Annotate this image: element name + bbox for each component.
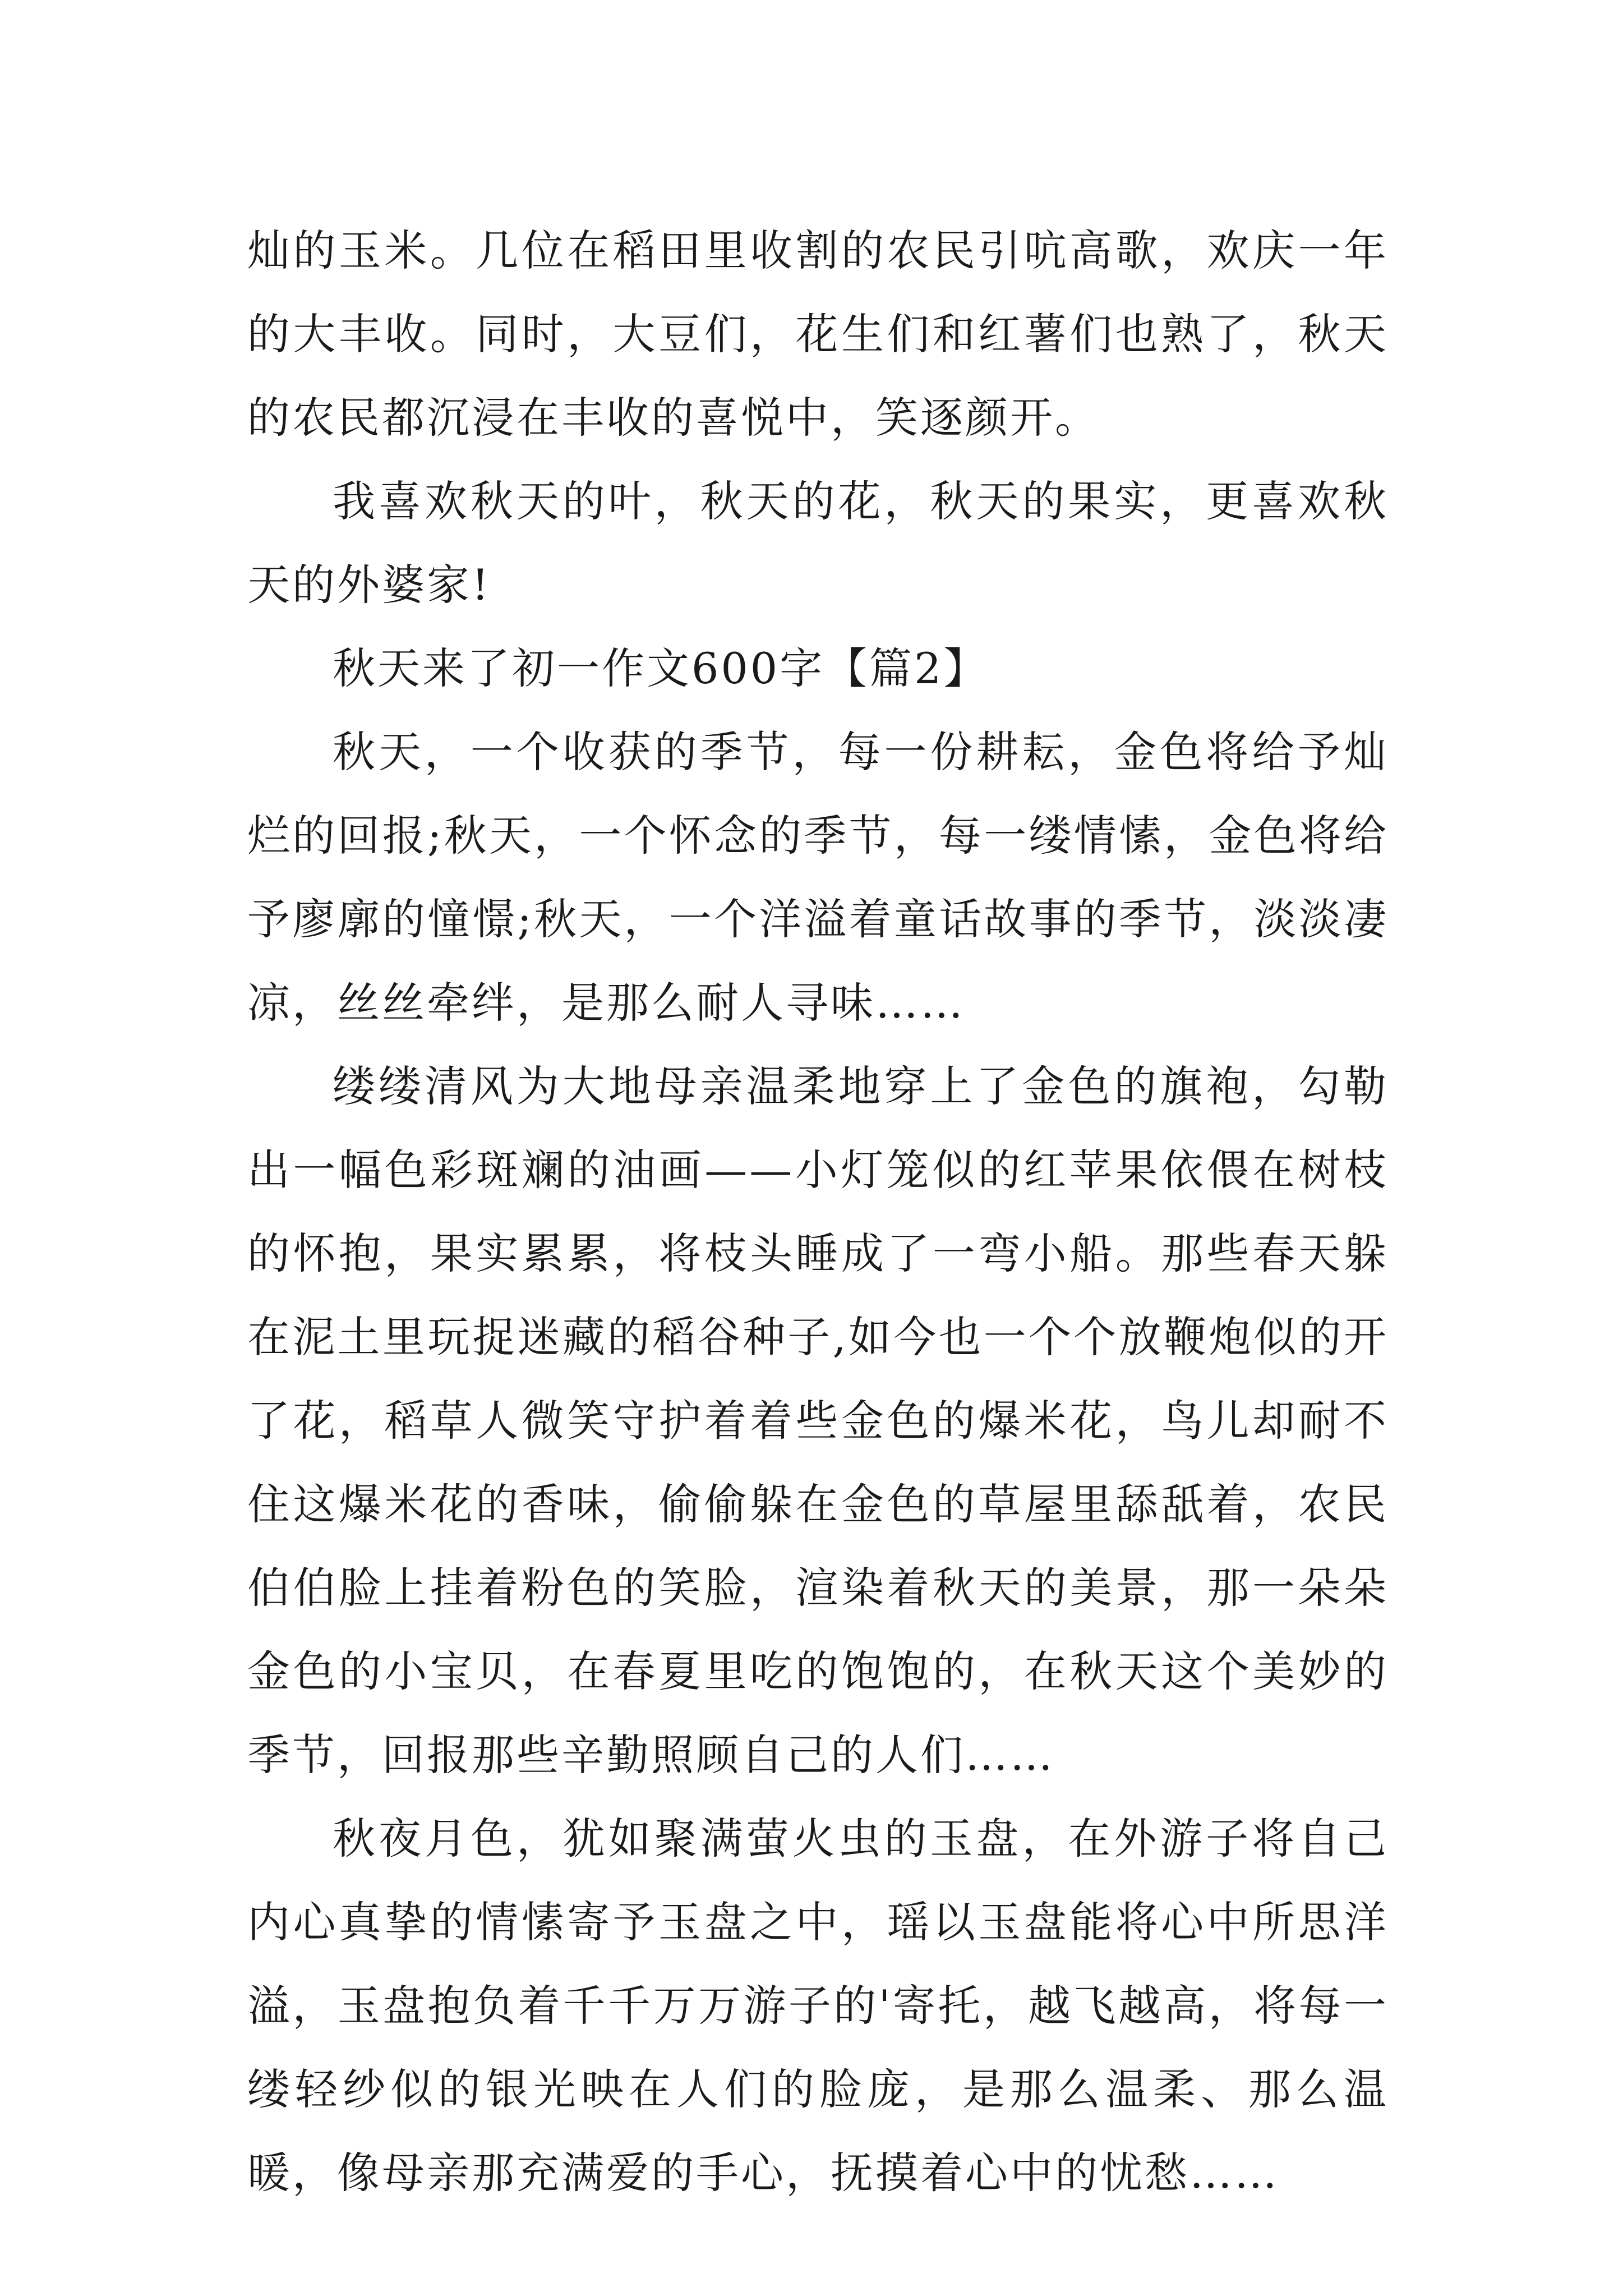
section-heading: 秋天来了初一作文600字【篇2】 [333,643,989,693]
paragraph-intro: 秋天，一个收获的季节，每一份耕耘，金色将给予灿烂的回报;秋天，一个怀念的季节，每一缕情愫，金色将给予廖廓的憧憬;秋天，一个洋溢着童话故事的季节，淡淡凄凉，丝丝牵绊，是那么耐人寻味…… [247,727,1389,1028]
paragraph-moonlight: 秋夜月色，犹如聚满萤火虫的玉盘，在外游子将自己内心真挚的情愫寄予玉盘之中，瑶以玉盘能将心中所思洋溢，玉盘抱负着千千万万游子的'寄托，越飞越高，将每一缕轻纱似的银光映在人们的脸庞，是那么温柔、那么温暖，像母亲那充满爱的手心，抚摸着心中的忧愁…… [247,1814,1389,2198]
paragraph-closing: 我喜欢秋天的叶，秋天的花，秋天的果实，更喜欢秋天的外婆家! [247,476,1389,610]
paragraph-continuation: 灿的玉米。几位在稻田里收割的农民引吭高歌，欢庆一年的大丰收。同时，大豆们，花生们和红薯们也熟了，秋天的农民都沉浸在丰收的喜悦中，笑逐颜开。 [247,226,1389,443]
paragraph-scenery: 缕缕清风为大地母亲温柔地穿上了金色的旗袍，勾勒出一幅色彩斑斓的油画——小灯笼似的红苹果依偎在树枝的怀抱，果实累累，将枝头睡成了一弯小船。那些春天躲在泥土里玩捉迷藏的稻谷种子,如今也一个个放鞭炮似的开了花，稻草人微笑守护着着些金色的爆米花，鸟儿却耐不住这爆米花的香味，偷偷躲在金色的草屋里舔舐着，农民伯伯脸上挂着粉色的笑脸，渲染着秋天的美景，那一朵朵金色的小宝贝，在春夏里吃的饱饱的，在秋天这个美妙的季节，回报那些辛勤照顾自己的人们…… [247,1061,1389,1780]
document-body [247,209,1389,2215]
